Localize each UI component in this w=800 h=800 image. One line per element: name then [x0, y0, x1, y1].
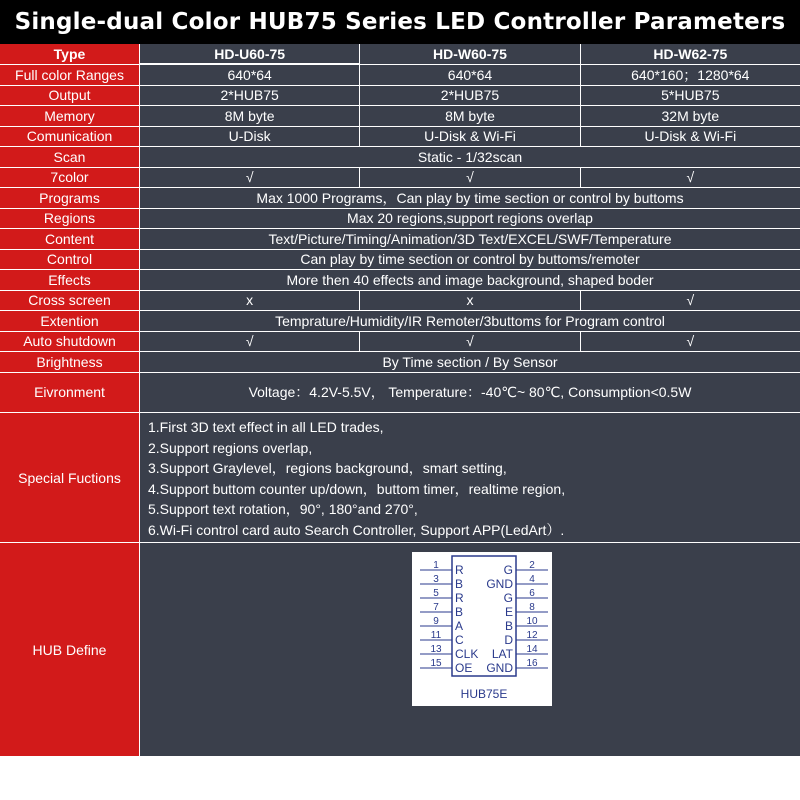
table-row	[0, 352, 800, 372]
pin-signal: GND	[486, 577, 513, 591]
table-row	[0, 229, 800, 249]
model-w62: HD-W62-75	[581, 44, 800, 64]
table-cell: 8M byte	[140, 106, 360, 126]
table-cell: Max 20 regions,support regions overlap	[140, 209, 800, 229]
table-cell: 640*160；1280*64	[581, 65, 800, 85]
pin-signal: A	[455, 619, 464, 633]
table-cell: Static - 1/32scan	[140, 147, 800, 167]
pin-number: 11	[430, 630, 442, 641]
table-row	[0, 147, 800, 167]
list-item: 2.Support regions overlap,	[148, 439, 313, 456]
table-cell: 640*64	[140, 65, 360, 85]
table-cell: 2*HUB75	[360, 86, 580, 106]
table-cell: 8M byte	[360, 106, 580, 126]
table-row	[0, 270, 800, 290]
row-label: Comunication	[0, 127, 140, 147]
list-item: 4.Support buttom counter up/down，buttom timer，realtime region,	[148, 480, 566, 497]
pin-signal: LAT	[491, 647, 513, 661]
table-row	[0, 106, 800, 126]
table-cell: By Time section / By Sensor	[140, 352, 800, 372]
cross-mark: x	[140, 291, 360, 311]
row-label: 7color	[0, 168, 140, 188]
pin-number: 2	[529, 560, 535, 571]
pin-signal: G	[503, 591, 513, 605]
row-label: HUB Define	[0, 543, 140, 756]
table-cell: More then 40 effects and image background, shaped boder	[140, 270, 800, 290]
row-label: Scan	[0, 147, 140, 167]
pin-number: 13	[430, 644, 442, 655]
table-row	[0, 168, 800, 188]
pin-number: 7	[433, 602, 439, 613]
table-cell: U-Disk & Wi-Fi	[581, 127, 800, 147]
list-item: 3.Support Graylevel，regions background，smart setting,	[148, 460, 507, 477]
row-label: Full color Ranges	[0, 65, 140, 85]
pin-number: 8	[529, 602, 535, 613]
pin-number: 12	[526, 630, 538, 641]
row-label: Effects	[0, 270, 140, 290]
check-mark: √	[581, 332, 800, 352]
table-row	[0, 291, 800, 311]
pin-signal: C	[455, 633, 464, 647]
check-mark: √	[360, 332, 580, 352]
pin-number: 6	[529, 588, 535, 599]
model-u60: HD-U60-75	[140, 44, 360, 64]
pin-signal: GND	[486, 661, 513, 675]
parameter-table	[0, 44, 800, 756]
list-item: 5.Support text rotation，90°, 180°and 270°,	[148, 501, 418, 518]
hub-diagram-cell	[140, 543, 800, 756]
row-label: Regions	[0, 209, 140, 229]
table-row	[0, 332, 800, 352]
pin-number: 15	[430, 658, 442, 669]
header-row	[0, 44, 800, 64]
environment-text: Voltage：4.2V-5.5V， Temperature：-40℃~ 80℃, Consumption<0.5W	[140, 373, 800, 413]
row-label: Output	[0, 86, 140, 106]
cross-mark: x	[360, 291, 580, 311]
page-title: Single-dual Color HUB75 Series LED Controller Parameters	[0, 0, 800, 44]
table-row	[0, 65, 800, 85]
pin-number: 3	[433, 574, 439, 585]
pin-signal: R	[455, 563, 464, 577]
table-row	[0, 250, 800, 270]
special-functions-list	[140, 413, 800, 542]
check-mark: √	[140, 168, 360, 188]
pin-signal: G	[503, 563, 513, 577]
row-label: Extention	[0, 311, 140, 331]
header-label: Type	[0, 44, 140, 64]
row-label: Special Fuctions	[0, 413, 140, 542]
model-w60: HD-W60-75	[360, 44, 580, 64]
pin-number: 5	[433, 588, 439, 599]
hub-define-row	[0, 543, 800, 756]
table-cell: Temprature/Humidity/IR Remoter/3buttoms for Program control	[140, 311, 800, 331]
environment-row	[0, 373, 800, 413]
pin-signal: E	[504, 605, 513, 619]
list-item: 6.Wi-Fi control card auto Search Controller, Support APP(LedArt）.	[148, 521, 565, 538]
table-cell: 32M byte	[581, 106, 800, 126]
pin-signal: B	[455, 577, 464, 591]
table-cell: U-Disk	[140, 127, 360, 147]
pin-signal: B	[455, 605, 464, 619]
table-cell: Max 1000 Programs，Can play by time section or control by buttoms	[140, 188, 800, 208]
pin-signal: B	[504, 619, 513, 633]
check-mark: √	[360, 168, 580, 188]
table-row	[0, 311, 800, 331]
row-label: Programs	[0, 188, 140, 208]
table-row	[0, 209, 800, 229]
row-label: Auto shutdown	[0, 332, 140, 352]
table-cell: 2*HUB75	[140, 86, 360, 106]
check-mark: √	[140, 332, 360, 352]
row-label: Cross screen	[0, 291, 140, 311]
table-cell: Can play by time section or control by buttoms/remoter	[140, 250, 800, 270]
pin-number: 4	[529, 574, 535, 585]
row-label: Memory	[0, 106, 140, 126]
row-label: Content	[0, 229, 140, 249]
hub75e-connector-diagram	[412, 552, 552, 706]
table-cell: 640*64	[360, 65, 580, 85]
pin-signal: CLK	[455, 647, 479, 661]
pin-signal: OE	[455, 661, 473, 675]
check-mark: √	[581, 291, 800, 311]
check-mark: √	[581, 168, 800, 188]
table-row	[0, 127, 800, 147]
table-cell: Text/Picture/Timing/Animation/3D Text/EXCEL/SWF/Temperature	[140, 229, 800, 249]
pin-number: 9	[433, 616, 439, 627]
pin-number: 14	[526, 644, 538, 655]
pin-number: 10	[526, 616, 538, 627]
pin-signal: D	[504, 633, 513, 647]
pin-number: 16	[526, 658, 538, 669]
special-functions-row	[0, 413, 800, 542]
row-label: Eivronment	[0, 373, 140, 413]
row-label: Control	[0, 250, 140, 270]
row-label: Brightness	[0, 352, 140, 372]
pin-signal: R	[455, 591, 464, 605]
table-cell: 5*HUB75	[581, 86, 800, 106]
table-row	[0, 188, 800, 208]
list-item: 1.First 3D text effect in all LED trades,	[148, 419, 384, 435]
connector-name: HUB75E	[460, 687, 508, 701]
pin-number: 1	[433, 560, 439, 571]
table-cell: U-Disk & Wi-Fi	[360, 127, 580, 147]
table-row	[0, 86, 800, 106]
